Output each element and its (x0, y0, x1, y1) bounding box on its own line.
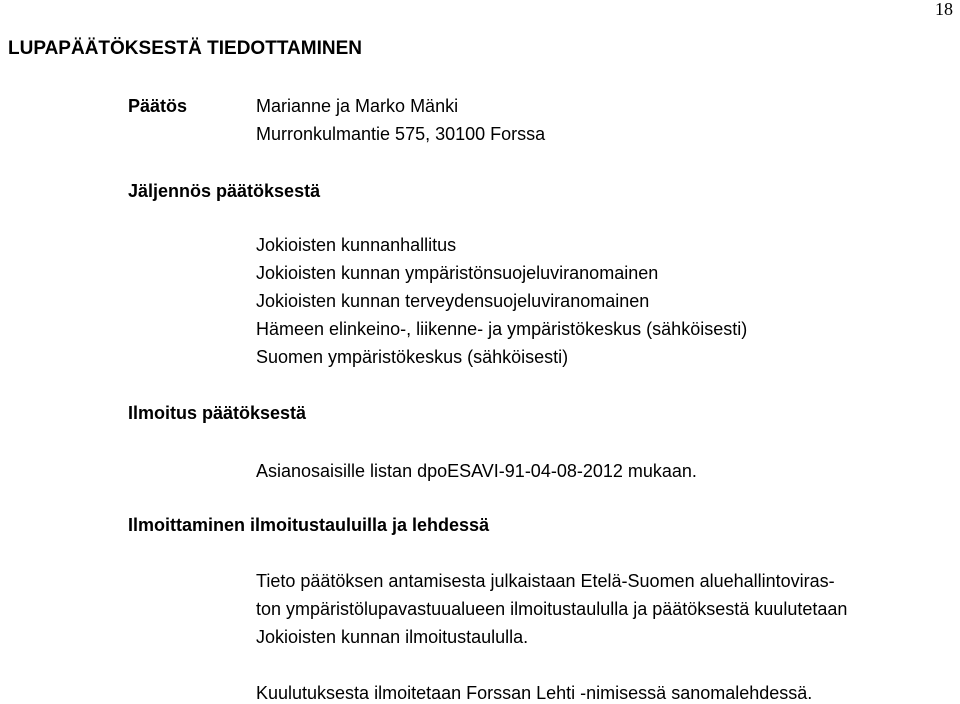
announcement-text-line: Jokioisten kunnan ilmoitustaululla. (256, 627, 529, 647)
decision-heading: Päätös (128, 96, 188, 116)
decision-recipient-address: Murronkulmantie 575, 30100 Forssa (256, 124, 546, 144)
announcement-text-line: Tieto päätöksen antamisesta julkaistaan Etelä-Suomen aluehallintoviras- (256, 571, 835, 591)
copy-recipient: Jokioisten kunnan ympäristönsuojeluviranomainen (256, 263, 659, 283)
document-title: LUPAPÄÄTÖKSESTÄ TIEDOTTAMINEN (8, 38, 362, 59)
announcement-newspaper-line: Kuulutuksesta ilmoitetaan Forssan Lehti -nimisessä sanomalehdessä. (256, 683, 813, 703)
notice-heading: Ilmoitus päätöksestä (128, 403, 307, 423)
copy-recipient: Jokioisten kunnan terveydensuojeluviranomainen (256, 291, 650, 311)
decision-recipient-name: Marianne ja Marko Mänki (256, 96, 459, 116)
notice-text: Asianosaisille listan dpoESAVI-91-04-08-2012 mukaan. (256, 461, 697, 481)
copy-recipient: Hämeen elinkeino-, liikenne- ja ympäristökeskus (sähköisesti) (256, 319, 748, 339)
page-number: 18 (935, 0, 953, 19)
copy-heading: Jäljennös päätöksestä (128, 181, 321, 201)
copy-recipient: Jokioisten kunnanhallitus (256, 235, 457, 255)
announcement-heading: Ilmoittaminen ilmoitustauluilla ja lehdessä (128, 515, 490, 535)
announcement-text-line: ton ympäristölupavastuualueen ilmoitustaululla ja päätöksestä kuulutetaan (256, 599, 848, 619)
copy-recipient: Suomen ympäristökeskus (sähköisesti) (256, 347, 569, 367)
